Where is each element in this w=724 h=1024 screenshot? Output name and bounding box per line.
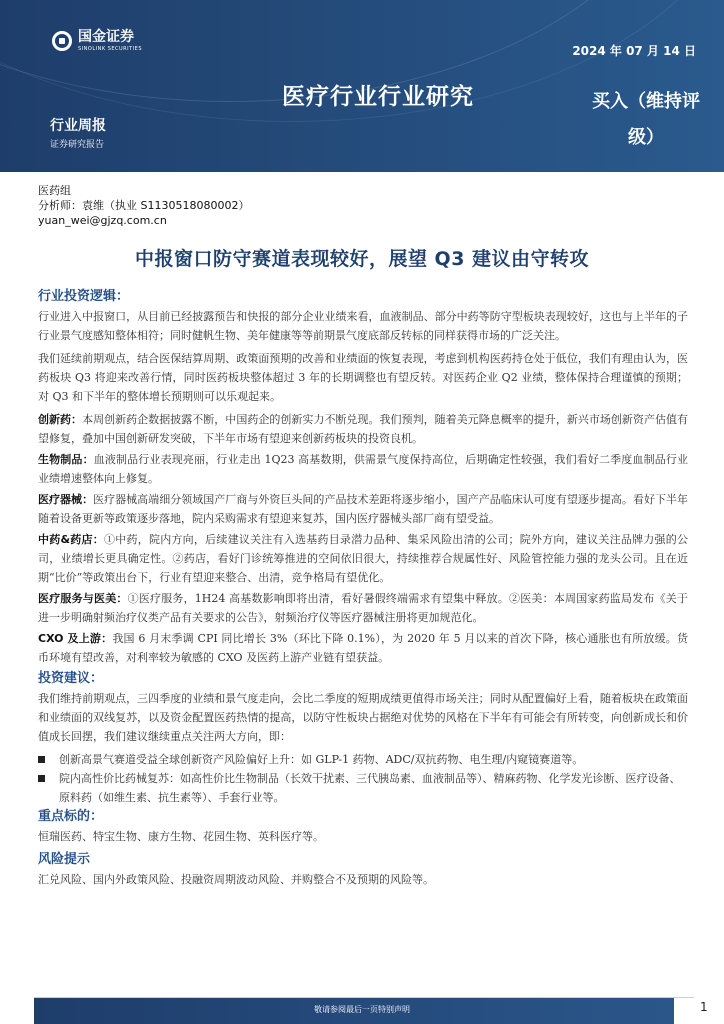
sector-key: 医疗服务与医美： xyxy=(38,592,128,605)
sector-key: 生物制品： xyxy=(38,453,94,466)
sector-key: CXO 及上游： xyxy=(38,632,113,645)
sector-item xyxy=(38,629,688,667)
bullet-item xyxy=(38,750,688,769)
page-number: 1 xyxy=(700,1000,708,1014)
square-bullet-icon xyxy=(38,756,45,763)
sector-item xyxy=(38,530,688,587)
square-bullet-icon xyxy=(38,775,45,782)
header-title: 医疗行业行业研究 xyxy=(282,84,474,110)
report-header xyxy=(0,0,724,172)
analyst-email: yuan_wei@gjzq.com.cn xyxy=(38,214,167,227)
sector-item xyxy=(38,490,688,528)
bullet-item xyxy=(38,769,688,807)
risk-text: 汇兑风险、国内外政策风险、投融资周期波动风险、并购整合不及预期的风险等。 xyxy=(38,873,434,886)
bullet-text: 院内高性价比药械复苏：如高性价比生物制品（长效干扰素、三代胰岛素、血液制品等）、精麻药物、化学发光诊断、医疗设备、原料药（如维生素、抗生素等）、手套行业等。 xyxy=(59,772,681,804)
paragraph: 我们维持前期观点，三四季度的业绩和景气度走向，会比二季度的短期成绩更值得市场关注；同时从配置偏好上看，随着板块在政策面和业绩面的双线复苏，以及资金配置医药热情的提高，以防守性板块占据绝对优势的风格在下半年有可能会有所转变，向创新成长和价值成长回摆，我们建议继续重点关注两大方向，即： xyxy=(38,692,688,743)
sector-key: 创新药： xyxy=(38,413,83,426)
paragraph: 行业进入中报窗口，从目前已经披露预告和快报的部分企业业绩来看，血液制品、部分中药等防守型板块表现较好，这也与上半年的子行业景气度感知整体相符；同时健帆生物、美年健康等等前期景气度底部反转标的同样获得市场的广泛关注。 xyxy=(38,310,688,342)
report-subtype: 证券研究报告 xyxy=(50,140,105,150)
author-info xyxy=(38,183,249,228)
main-title: 中报窗口防守赛道表现较好，展望 Q3 建议由守转攻 xyxy=(134,248,590,270)
sector-text: 我国 6 月末季调 CPI 同比增长 3%（环比下降 0.1%），为 2020 年 5 月以来的首次下降，核心通胀也有所放缓。货币环境有望改善，对利率较为敏感的 CXO 及医药上游产业链有望获益。 xyxy=(38,632,688,664)
sector-text: 医疗器械高端细分领域国产厂商与外资巨头间的产品技术差距将逐步缩小，国产产品临床认可度有望逐步提高。看好下半年随着设备更新等政策逐步落地，院内采购需求有望迎来复苏，国内医疗器械头部厂商有望受益。 xyxy=(38,493,689,525)
report-type: 行业周报 xyxy=(50,118,106,134)
sector-text: ①医疗服务，1H24 高基数影响即将出清，看好暑假终端需求有望集中释放。②医美：本周国家药监局发布《关于进一步明确射频治疗仪类产品有关要求的公告》，射频治疗仪等医疗器械注册将更加规范化。 xyxy=(38,592,688,624)
sector-item xyxy=(38,450,688,488)
section-heading-risk: 风险提示 xyxy=(38,852,91,867)
bullet-text: 创新高景气赛道受益全球创新资产风险偏好上升：如 GLP-1 药物、ADC/双抗药物、电生理/内窥镜赛道等。 xyxy=(59,753,584,766)
sector-key: 医疗器械： xyxy=(38,493,94,506)
section-heading-logic: 行业投资逻辑： xyxy=(38,289,130,304)
targets-text: 恒瑞医药、特宝生物、康方生物、花园生物、英科医疗等。 xyxy=(38,830,324,843)
logo-name: 国金证券 xyxy=(78,29,134,45)
sector-key: 中药&药店： xyxy=(38,533,105,546)
section-heading-targets: 重点标的： xyxy=(38,809,104,824)
report-body xyxy=(38,287,688,893)
rating-label: 买入（维持评级） xyxy=(592,91,700,148)
company-logo xyxy=(52,30,142,52)
logo-subtitle: SINOLINK SECURITIES xyxy=(78,46,142,52)
sector-item xyxy=(38,589,688,627)
paragraph: 我们延续前期观点，结合医保结算周期、政策面预期的改善和业绩面的恢复表现，考虑到机构医药持仓处于低位，我们有理由认为，医药板块 Q3 将迎来改善行情，同时医药板块整体超过 3 年的长期调整也有望反转。对医药企业 Q2 业绩，整体保持合理谨慎的预期；对 Q3 和下半年的整体增长预期则可以乐观起来。 xyxy=(38,352,688,403)
sector-text: 本周创新药企数据披露不断，中国药企的创新实力不断兑现。我们预判，随着美元降息概率的提升，新兴市场创新资产估值有望修复，叠加中国创新研发突破，下半年市场有望迎来创新药板块的投资良机。 xyxy=(38,413,689,445)
sector-text: ①中药，院内方向，后续建议关注有入选基药目录潜力品种、集采风险出清的公司；院外方向，建议关注品牌力强的公司，业绩增长更具确定性。②药店，看好门诊统筹推进的空间依旧很大，持续推荐合规属性好、风险管控能力强的龙头公司。且在近期“比价”等政策出台下，行业有望迎来整合、出清，竞争格局有望优化。 xyxy=(38,533,689,584)
report-date: 2024 年 07 月 14 日 xyxy=(572,44,696,58)
footer-disclaimer: 敬请参阅最后一页特别声明 xyxy=(314,1005,410,1014)
logo-icon xyxy=(52,31,72,51)
sector-item xyxy=(38,410,688,448)
group-name: 医药组 xyxy=(38,184,71,197)
analyst-name: 分析师：袁维（执业 S1130518080002） xyxy=(38,199,250,212)
sector-text: 血液制品行业表现亮丽，行业走出 1Q23 高基数期，供需景气度保持高位，后期确定性较强，我们看好二季度血制品行业业绩增速整体向上修复。 xyxy=(38,453,688,485)
section-heading-advice: 投资建议： xyxy=(38,671,104,686)
